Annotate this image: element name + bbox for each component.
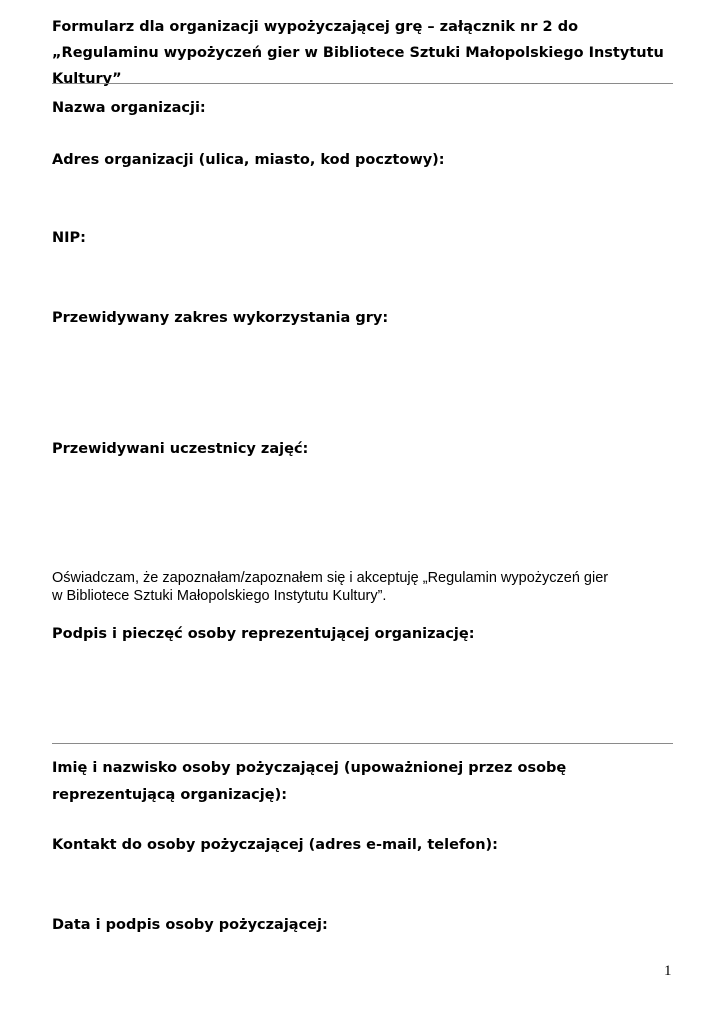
document-title: Formularz dla organizacji wypożyczającej grę – załącznik nr 2 do „Regulaminu wypożyczeń gier w Bibliotece Sztuki Małopolskiego Instytutu Kultury” (52, 19, 664, 87)
page-number: 1 (664, 963, 672, 979)
divider-top (52, 83, 673, 84)
consent-statement (52, 569, 672, 605)
field-label-rep-signature: Podpis i pieczęć osoby reprezentującej organizację: (52, 626, 475, 642)
field-label-org-address: Adres organizacji (ulica, miasto, kod pocztowy): (52, 152, 445, 168)
field-label-usage-scope: Przewidywany zakres wykorzystania gry: (52, 310, 389, 326)
consent-statement-line-1: Oświadczam, że zapoznałam/zapoznałem się i akceptuję „Regulamin wypożyczeń gier (52, 570, 609, 586)
field-label-participants: Przewidywani uczestnicy zajęć: (52, 441, 309, 457)
consent-statement-line-2: w Bibliotece Sztuki Małopolskiego Instytutu Kultury”. (52, 588, 387, 604)
field-label-borrower-contact: Kontakt do osoby pożyczającej (adres e-mail, telefon): (52, 837, 498, 853)
field-label-org-name: Nazwa organizacji: (52, 100, 206, 116)
field-label-borrower-date-signature: Data i podpis osoby pożyczającej: (52, 917, 328, 933)
field-label-borrower-name: Imię i nazwisko osoby pożyczającej (upoważnionej przez osobę reprezentującą organizację): (52, 760, 567, 803)
field-label-nip: NIP: (52, 230, 86, 246)
divider-middle (52, 743, 673, 744)
